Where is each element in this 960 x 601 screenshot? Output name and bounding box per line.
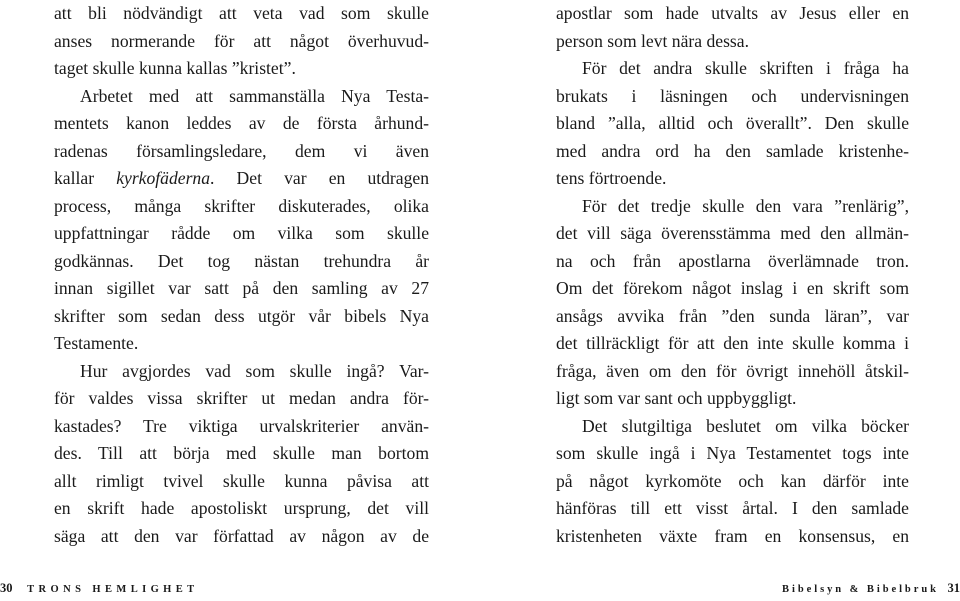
text-segment: kallar xyxy=(54,168,117,188)
right-page-body-text xyxy=(556,0,909,550)
text-line: det vill säga överensstämma med den allmän- xyxy=(556,223,909,243)
text-line: godkännas. Det tog nästan trehundra år xyxy=(54,250,429,271)
text-line: ligt som var sant och uppbyggligt. xyxy=(556,388,797,408)
text-line: fråga, även om den för övrigt innehöll åtskil- xyxy=(556,360,909,381)
text-line: på något kyrkomöte och kan därför inte xyxy=(556,470,909,491)
text-line: tens förtroende. xyxy=(556,168,667,188)
text-line xyxy=(54,165,429,193)
text-line: För det andra skulle skriften i fråga ha xyxy=(582,58,909,78)
text-line: med andra ord ha den samlade kristenhe- xyxy=(556,140,909,161)
text-line: ansågs avvika från ”den sunda läran”, var xyxy=(556,305,909,326)
emphasized-term: kyrkofäderna xyxy=(116,168,211,188)
text-line: Hur avgjordes vad som skulle ingå? Var- xyxy=(80,360,429,381)
text-segment: . Det var en utdragen xyxy=(210,168,429,188)
text-line: radenas församlingsledare, dem vi även xyxy=(54,140,429,161)
text-line: att bli nödvändigt att veta vad som skulle xyxy=(54,3,429,23)
right-page xyxy=(480,0,960,601)
text-line: process, många skrifter diskuterades, olika xyxy=(54,195,429,216)
left-page-footer xyxy=(0,580,199,598)
text-line: Det slutgiltiga beslutet om vilka böcker xyxy=(582,415,909,436)
text-line: brukats i läsningen och undervisningen xyxy=(556,85,909,106)
text-line: bland ”alla, alltid och överallt”. Den skulle xyxy=(556,113,909,133)
text-line: För det tredje skulle den vara ”renlärig”, xyxy=(582,195,909,216)
text-line: taget skulle kunna kallas ”kristet”. xyxy=(54,58,296,78)
text-line: kastades? Tre viktiga urvalskriterier använ- xyxy=(54,415,429,436)
text-line: kristenheten växte fram en konsensus, en xyxy=(556,525,909,546)
text-line: innan sigillet var satt på den samling av 27 xyxy=(54,278,429,298)
left-running-head: TRONS HEMLIGHET xyxy=(27,584,199,595)
text-line: det tillräckligt för att den inte skulle komma i xyxy=(556,333,909,353)
left-page-body-text xyxy=(54,0,429,550)
text-line: des. Till att börja med skulle man bortom xyxy=(54,443,429,463)
text-line: mentets kanon leddes av de första århund- xyxy=(54,113,429,133)
text-line: hänföras till ett visst årtal. I den samlade xyxy=(556,498,909,518)
text-line: som skulle ingå i Nya Testamentet togs inte xyxy=(556,443,909,463)
right-running-head: Bibelsyn & Bibelbruk xyxy=(782,584,939,595)
text-line: apostlar som hade utvalts av Jesus eller en xyxy=(556,3,909,23)
text-line: allt rimligt tvivel skulle kunna påvisa att xyxy=(54,470,429,491)
text-line: för valdes vissa skrifter ut medan andra för- xyxy=(54,388,429,408)
text-line: Om det förekom något inslag i en skrift som xyxy=(556,278,909,298)
text-line: skrifter som sedan dess utgör vår bibels Nya xyxy=(54,305,429,326)
text-line: Testamente. xyxy=(54,333,139,353)
text-line: säga att den var författad av någon av de xyxy=(54,525,429,546)
left-page-number: 30 xyxy=(0,581,13,595)
text-line: Arbetet med att sammanställa Nya Testa- xyxy=(80,85,429,106)
text-line: en skrift hade apostoliskt ursprung, det vill xyxy=(54,498,429,518)
text-line: na och från apostlarna överlämnade tron. xyxy=(556,250,909,271)
text-line: uppfattningar rådde om vilka som skulle xyxy=(54,223,429,243)
text-line: person som levt nära dessa. xyxy=(556,30,749,51)
right-page-number: 31 xyxy=(947,581,960,595)
right-page-footer xyxy=(782,580,960,598)
text-line: anses normerande för att något överhuvud- xyxy=(54,30,429,51)
